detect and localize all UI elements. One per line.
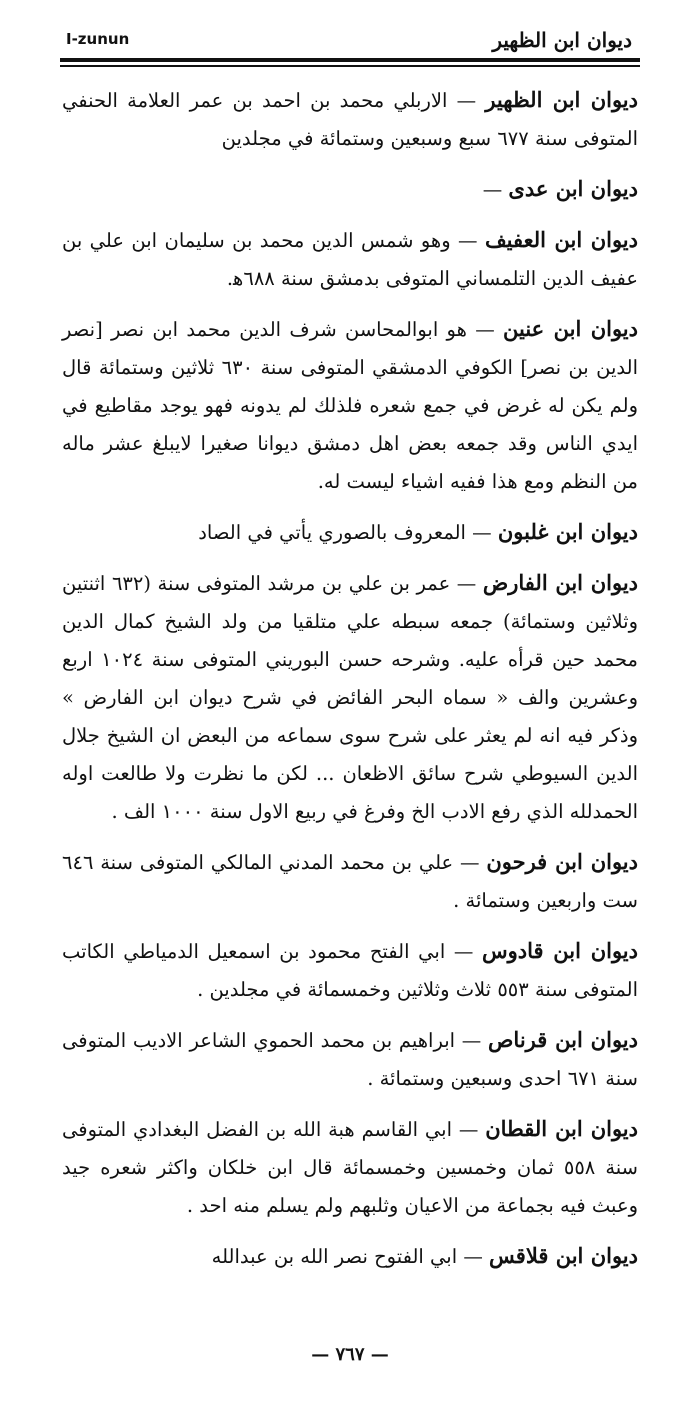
running-header [60,22,640,56]
entry-ibn-qalaqis [60,1237,640,1276]
entry-head: ديوان ابن قلاقس [489,1243,638,1268]
entry-head: ديوان ابن فرحون [486,849,639,874]
entry-head: ديوان ابن عنين [503,316,638,341]
entry-head: ديوان ابن قادوس [482,938,639,963]
entry-head: ديوان ابن العفيف [484,227,638,252]
entry-ibn-al-zahir [60,81,640,158]
entry-text: — [482,178,509,201]
header-rule-thick [60,58,640,62]
running-title: ديوان ابن الظهير [492,28,632,52]
entries-list [60,81,640,1276]
entry-ibn-farhun [60,843,640,920]
entry-head: ديوان ابن الفارض [482,570,639,595]
header-rule-thin [60,65,640,67]
entry-ibn-ghalbun [60,513,640,552]
entry-text: — ابي القاسم هبة الله بن الفضل البغدادي المتوفى سنة ٥٥٨ ثمان وخمسين وخمسمائة قال ابن خلكان واكثر شعره جيد وعبث فيه بجماعة من الاعيان وثلبهم ولم يسلم منه احد . [62,1118,638,1217]
page-number: — ٧٦٧ — [311,1344,389,1365]
entry-text: — ابي الفتوح نصر الله بن عبدالله [211,1245,490,1268]
entry-head: ديوان ابن قرناص [488,1027,638,1052]
entry-text: — المعروف بالصوري يأتي في الصاد [198,521,498,544]
entry-head: ديوان ابن غلبون [497,519,638,544]
document-page [60,22,640,1382]
entry-text: — وهو شمس الدين محمد بن سليمان ابن علي بن عفيف الدين التلمساني المتوفى بدمشق سنة ٦٨٨ه‍. [62,229,638,290]
page-code: I-zunun [66,30,130,48]
entry-ibn-qadus [60,932,640,1009]
entry-ibn-al-qattan [60,1110,640,1225]
entry-ibn-al-farid [60,564,640,831]
entry-ibn-al-afif [60,221,640,298]
entry-text: — علي بن محمد المدني المالكي المتوفى سنة ٦٤٦ ست واربعين وستمائة . [62,851,638,912]
entry-ibn-unayn [60,310,640,501]
entry-text: — عمر بن علي بن مرشد المتوفى سنة (٦٣٢ اثنتين وثلاثين وستمائة) جمعه سبطه علي متلقيا من ولد الشيخ كمال الدين محمد حين قرأه عليه. وشرحه حسن البوريني المتوفى سنة ١٠٢٤ اربع وعشرين والف « سماه البحر الفائض في شرح ديوان ابن الفارض » وذكر فيه انه لم يعثر على شرح سوى سماعه من البعض ان الشيخ جلال الدين السيوطي شرح سائق الاظعان ... لكن ما نظرت ولا طالعت اوله الحمدلله الذي رفع الادب الخ وفرغ في ربيع الاول سنة ١٠٠٠ الف . [62,572,638,823]
entry-ibn-qurnas [60,1021,640,1098]
entry-text: — ابراهيم بن محمد الحموي الشاعر الاديب المتوفى سنة ٦٧١ احدى وسبعين وستمائة . [62,1029,638,1090]
entry-head: ديوان ابن الظهير [485,87,638,112]
entry-ibn-adi [60,170,640,209]
entry-head: ديوان ابن عدى [508,176,638,201]
entry-text: — الاربلي محمد بن احمد بن عمر العلامة الحنفي المتوفى سنة ٦٧٧ سبع وسبعين وستمائة في مجلدين [62,89,638,150]
entry-text: — هو ابوالمحاسن شرف الدين محمد ابن نصر [نصر الدين بن نصر] الكوفي الدمشقي المتوفى سنة ٦٣٠ ثلاثين وستمائة قال ولم يكن له غرض في جمع شعره فلذلك لم يدونه فهو يوجد مقاطيع في ايدي الناس وقد جمعه بعض اهل دمشق ديوانا صغيرا لايبلغ عشر ماله من النظم ومع هذا ففيه اشياء ليست له. [62,318,638,493]
entry-head: ديوان ابن القطان [485,1116,638,1141]
entry-text: — ابي الفتح محمود بن اسمعيل الدمياطي الكاتب المتوفى سنة ٥٥٣ ثلاث وثلاثين وخمسمائة في مجلدين . [62,940,638,1001]
